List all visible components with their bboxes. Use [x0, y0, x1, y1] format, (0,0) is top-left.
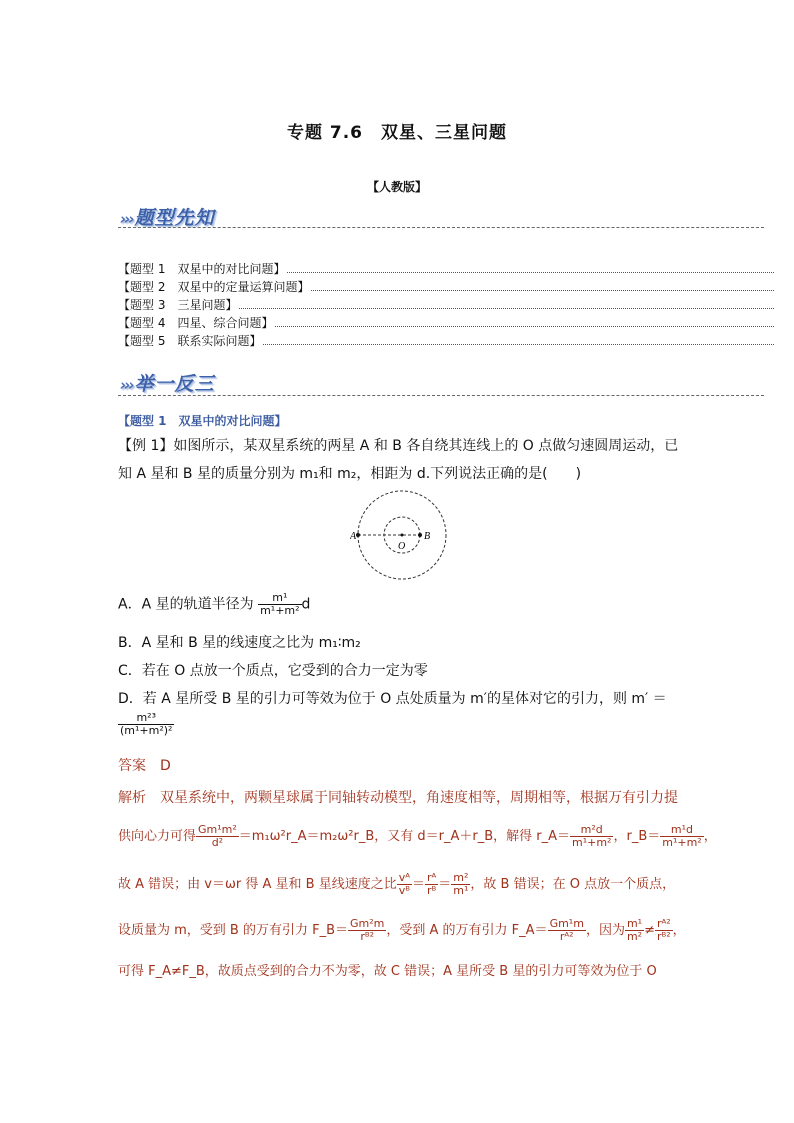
banner-text: 举一反三	[134, 373, 215, 395]
toc-label: 【题型 4 四星、综合问题】	[118, 316, 274, 330]
edition-label: 【人教版】	[366, 180, 427, 194]
toc-item[interactable]	[118, 314, 774, 330]
toc-leader	[263, 334, 774, 345]
arrows-icon: ›››	[120, 210, 133, 228]
label-b: B	[424, 531, 431, 542]
label-o: O	[398, 541, 406, 552]
example-line: 知 A 星和 B 星的质量分别为 m₁和 m₂，相距为 d.下列说法正确的是( )	[118, 466, 582, 482]
toc-item[interactable]	[118, 296, 774, 312]
toc-label: 【题型 3 三星问题】	[118, 298, 238, 312]
toc-label: 【题型 1 双星中的对比问题】	[118, 262, 286, 276]
analysis-line: 设质量为 m，受到 B 的万有引力 F_B＝ $\frac{\text{Gm²m}}{\text{rᴮ²}}$ ，受到 A 的万有引力 F_A＝ $\frac{\text{Gm¹m}}{\text{rᴬ²}}$ ，因为 $\frac{\text{m¹}}{\text{m²}}$ ≠ $\frac{\text{rᴬ²}}{\text{rᴮ²}}$ ，	[118, 917, 686, 943]
star-b	[418, 533, 422, 537]
toc-leader	[287, 262, 774, 273]
star-a	[356, 533, 360, 537]
label-a: A	[350, 531, 357, 542]
analysis-line: 供向心力可得 $\frac{\text{Gm¹m²}}{\text{d²}}$ ＝m₁ω²r_A＝m₂ω²r_B，又有 d＝r_A＋r_B，解得 r_A＝ $\frac{\text{m²d}}{\text{m¹+m²}}$ ，r_B＝ $\frac{\text{m¹d}}{\text{m¹+m²}}$ ，	[118, 823, 717, 849]
toc-leader	[239, 298, 774, 309]
answer: 答案 D	[118, 758, 171, 774]
toc-label: 【题型 2 双星中的定量运算问题】	[118, 280, 310, 294]
analysis-line: 解析 双星系统中，两颗星球属于同轴转动模型，角速度相等，周期相等，根据万有引力提	[118, 790, 678, 806]
banner-question-types	[120, 203, 215, 230]
divider	[118, 395, 764, 396]
orbit-diagram	[350, 487, 450, 587]
section-heading: 【题型 1 双星中的对比问题】	[118, 414, 287, 428]
example-line: 【例 1】如图所示，某双星系统的两星 A 和 B 各自绕其连线上的 O 点做匀速圆周运动，已	[118, 438, 679, 454]
toc-item[interactable]	[118, 332, 774, 348]
arrows-icon: ›››	[120, 376, 133, 394]
analysis-line: 故 A 错误；由 v＝ωr 得 A 星和 B 星线速度之比 $\frac{\text{vᴬ}}{\text{vᴮ}}$ ＝ $\frac{\text{rᴬ}}{\text{rᴮ}}$ ＝ $\frac{\text{m²}}{\text{m¹}}$ ，故 B 错误；在 O 点放一个质点，	[118, 871, 676, 897]
divider	[118, 227, 764, 228]
toc-leader	[275, 316, 774, 327]
banner-text: 题型先知	[134, 207, 215, 229]
option-b: B．A 星和 B 星的线速度之比为 m₁∶m₂	[118, 635, 361, 651]
toc-label: 【题型 5 联系实际问题】	[118, 334, 262, 348]
toc-item[interactable]	[118, 260, 774, 276]
option-c: C．若在 O 点放一个质点，它受到的合力一定为零	[118, 663, 428, 679]
toc-item[interactable]	[118, 278, 774, 294]
analysis-line: 可得 F_A≠F_B，故质点受到的合力不为零，故 C 错误；A 星所受 B 星的引力可等效为位于 O	[118, 964, 657, 979]
center-o	[401, 534, 404, 537]
option-a: A．A 星的轨道半径为 $\frac{\text{m¹}}{\text{m¹+m²}}$ d	[118, 591, 311, 617]
option-d-fraction: $\frac{\text{m²³}}{\text{(m¹+m²)²}}$	[120, 711, 173, 737]
banner-examples	[120, 369, 215, 396]
page-title: 专题 7.6 双星、三星问题	[286, 123, 508, 143]
toc-leader	[311, 280, 774, 291]
option-d: D．若 A 星所受 B 星的引力可等效为位于 O 点处质量为 m′的星体对它的引力，则 m′ ＝	[118, 691, 667, 707]
